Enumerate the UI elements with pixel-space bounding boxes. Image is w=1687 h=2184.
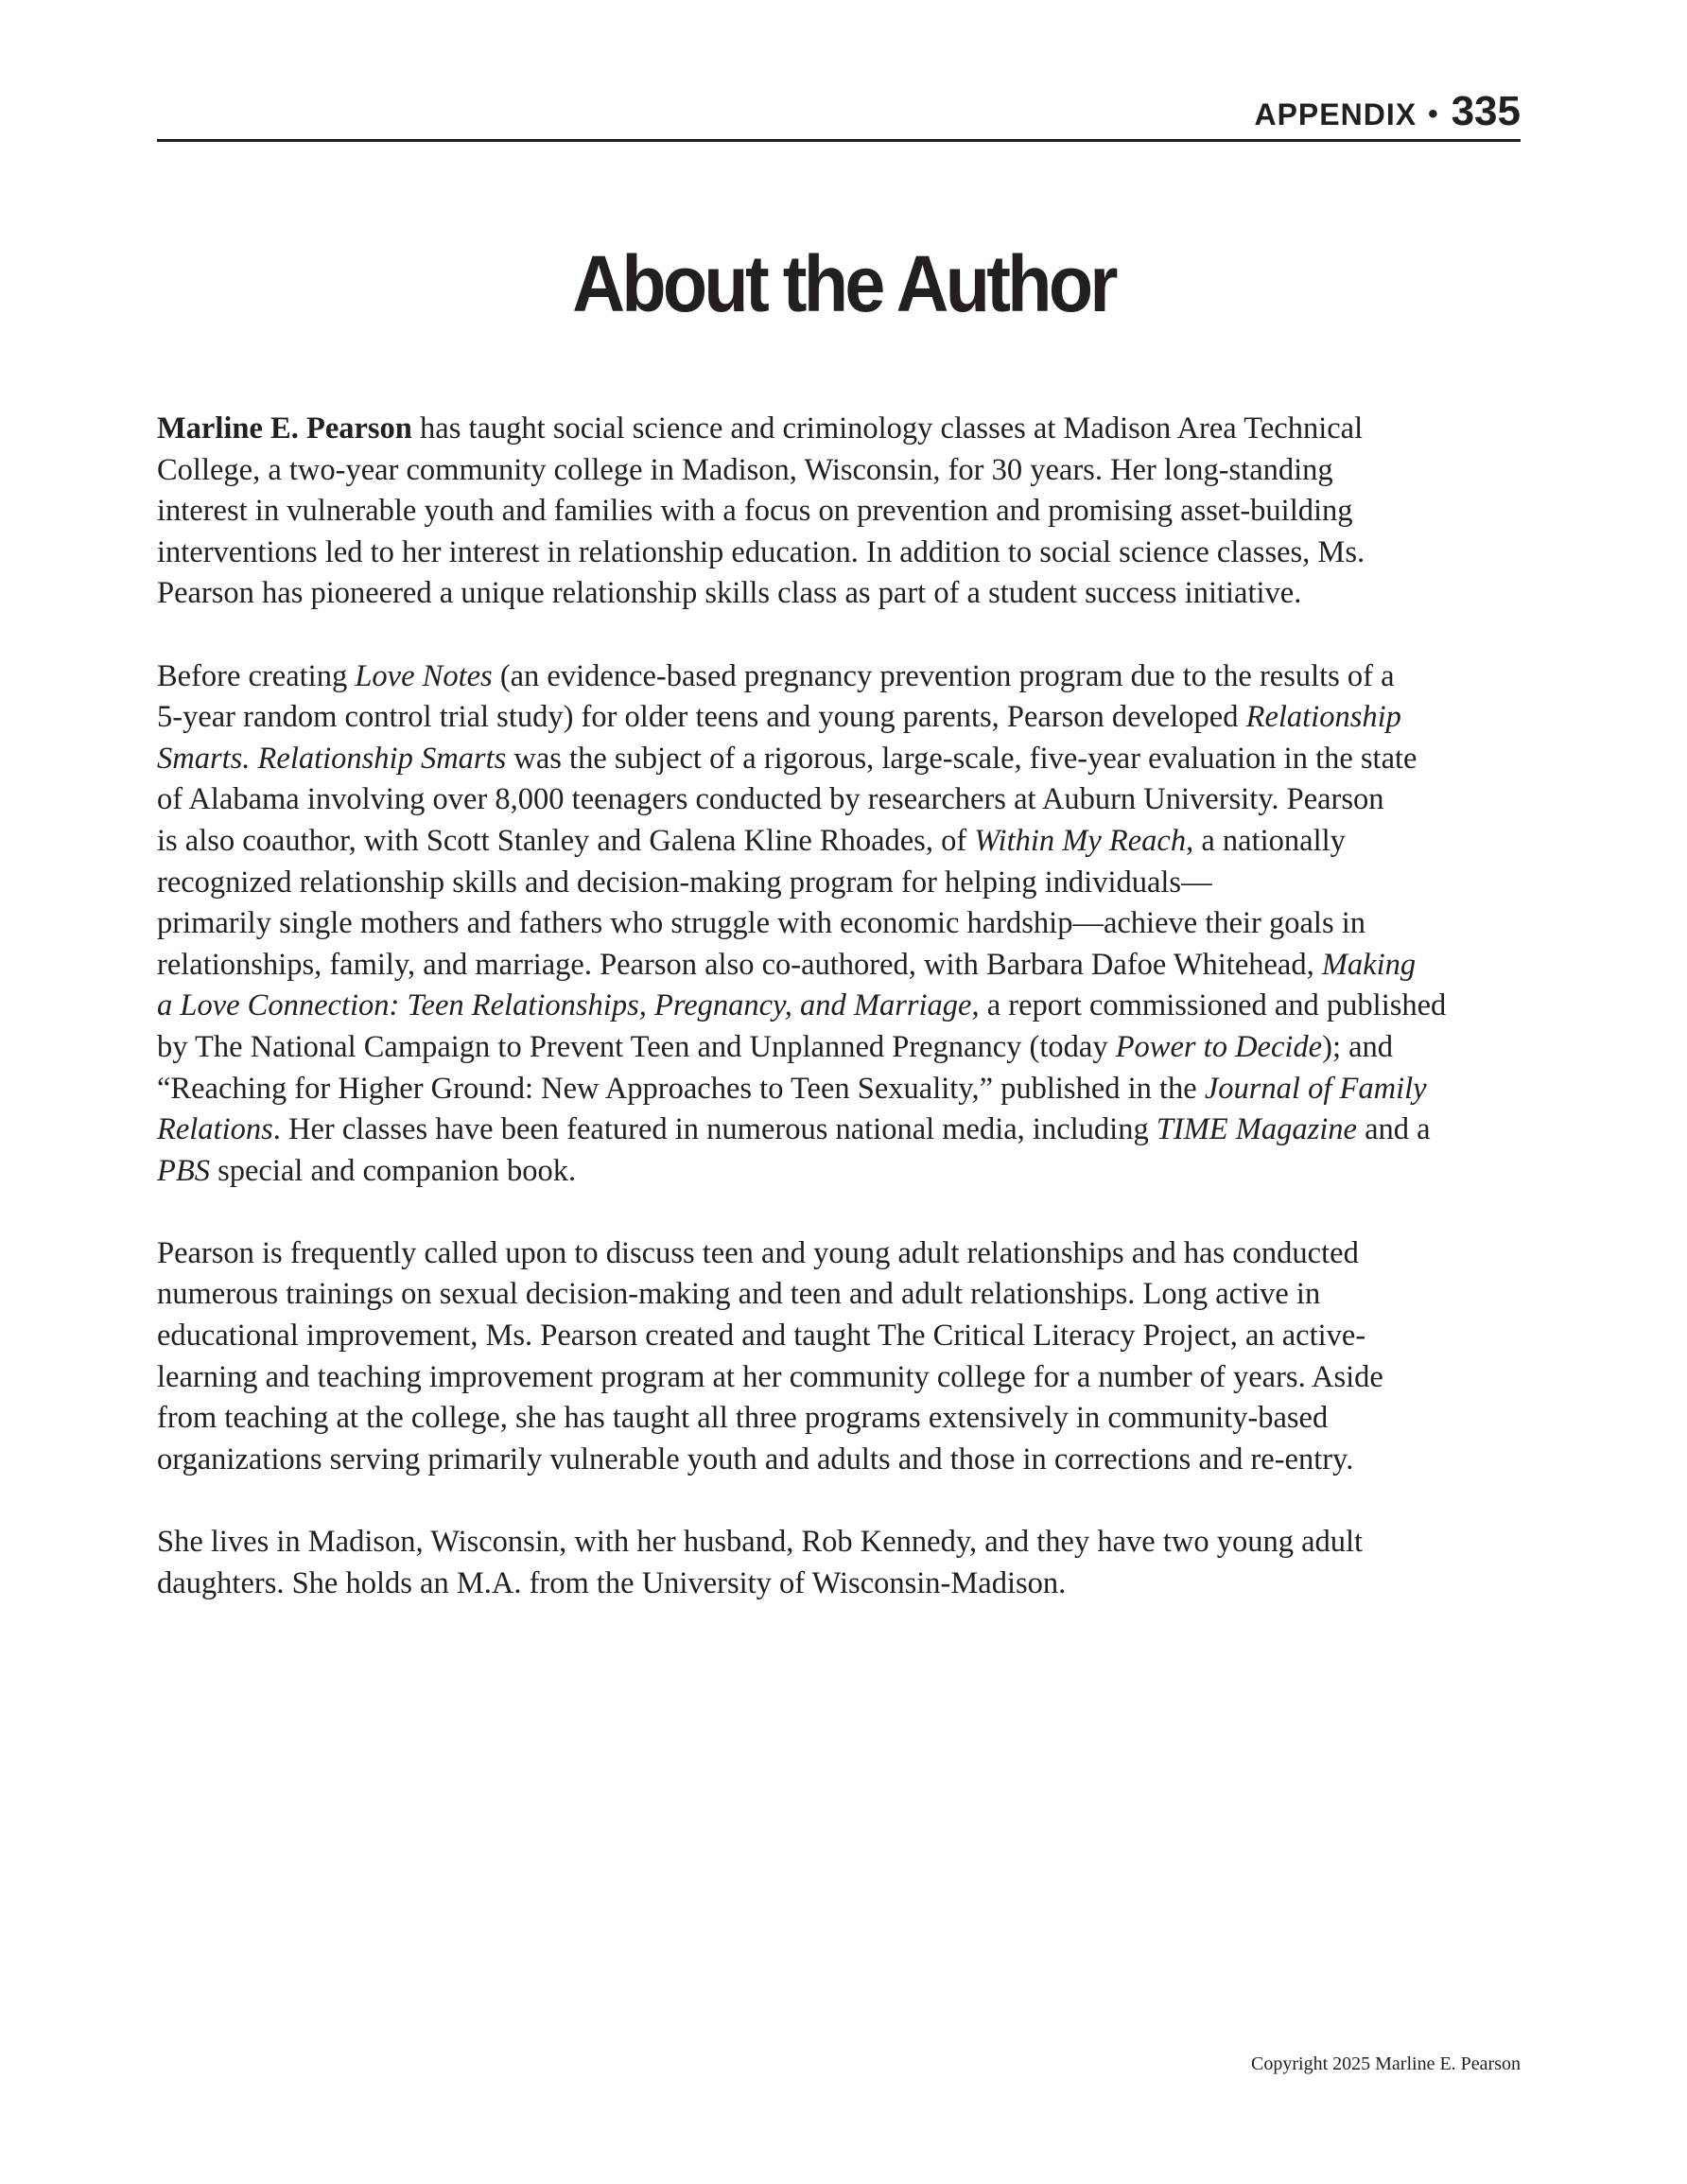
text-run: numerous trainings on sexual decision-making and teen and adult relationships. Long active in <box>157 1277 1321 1312</box>
text-line <box>157 1440 1526 1481</box>
text-line <box>157 863 1526 904</box>
text-run: 5-year random control trial study) for older teens and young parents, Pearson developed <box>157 700 1246 735</box>
text-run: “Reaching for Higher Ground: New Approaches to Teen Sexuality,” published in the <box>157 1071 1205 1106</box>
text-line <box>157 656 1526 698</box>
text-line <box>157 821 1526 863</box>
body-text <box>157 409 1526 1646</box>
page-title: About the Author <box>572 239 1115 328</box>
italic-title: TIME Magazine <box>1156 1112 1357 1147</box>
text-run: daughters. She holds an M.A. from the University of Wisconsin-Madison. <box>157 1565 1067 1600</box>
text-run: learning and teaching improvement program at her community college for a number of years. Aside <box>157 1359 1383 1394</box>
text-line <box>157 1069 1526 1110</box>
text-run: special and companion book. <box>209 1153 577 1188</box>
text-run: from teaching at the college, she has taught all three programs extensively in community-based <box>157 1401 1329 1436</box>
italic-title: Love Notes <box>355 658 493 693</box>
text-run: Pearson is frequently called upon to discuss teen and young adult relationships and has conducted <box>157 1235 1359 1270</box>
text-run: . Her classes have been featured in numerous national media, including <box>272 1112 1157 1147</box>
text-run: Pearson has pioneered a unique relationship skills class as part of a student success initiative. <box>157 576 1302 611</box>
text-line <box>157 1151 1526 1193</box>
text-line <box>157 1233 1526 1275</box>
text-line <box>157 533 1526 574</box>
text-line <box>157 1357 1526 1399</box>
text-line <box>157 573 1526 615</box>
running-header <box>157 88 1521 134</box>
text-run: of Alabama involving over 8,000 teenagers conducted by researchers at Auburn University. Pearson <box>157 782 1384 817</box>
text-run: educational improvement, Ms. Pearson created and taught The Critical Literacy Project, an active- <box>157 1319 1366 1354</box>
italic-title: Journal of Family <box>1204 1071 1427 1106</box>
bullet-separator: • <box>1428 98 1438 130</box>
copyright-footer: Copyright 2025 Marline E. Pearson <box>1251 2053 1521 2074</box>
text-line <box>157 739 1526 780</box>
text-run: was the subject of a rigorous, large-scale, five-year evaluation in the state <box>506 741 1417 776</box>
page-number: 335 <box>1451 88 1521 134</box>
header-rule <box>157 139 1521 142</box>
text-line <box>157 409 1526 450</box>
text-line <box>157 1109 1526 1151</box>
paragraph <box>157 656 1526 1193</box>
paragraph <box>157 409 1526 615</box>
text-line <box>157 945 1526 987</box>
text-line <box>157 1522 1526 1564</box>
text-run: interventions led to her interest in relationship education. In addition to social science classes, Ms. <box>157 534 1365 569</box>
text-line <box>157 450 1526 492</box>
section-label: APPENDIX <box>1254 97 1417 131</box>
text-line <box>157 1564 1526 1605</box>
text-run: by The National Campaign to Prevent Teen and Unplanned Pregnancy (today <box>157 1029 1116 1064</box>
italic-title: Within My Reach <box>974 823 1187 858</box>
text-run: ); and <box>1322 1029 1394 1064</box>
text-line <box>157 697 1526 739</box>
author-name: Marline E. Pearson <box>157 411 412 446</box>
text-run: , a report commissioned and published <box>971 988 1447 1023</box>
text-run: has taught social science and criminology classes at Madison Area Technical <box>411 411 1364 446</box>
text-run: She lives in Madison, Wisconsin, with her husband, Rob Kennedy, and they have two young adult <box>157 1525 1364 1560</box>
text-run: and a <box>1356 1112 1431 1147</box>
text-line <box>157 1316 1526 1357</box>
text-run: , a nationally <box>1186 823 1346 858</box>
italic-title: Power to Decide <box>1115 1029 1323 1064</box>
text-run: Before creating <box>157 658 356 693</box>
text-line <box>157 1274 1526 1316</box>
italic-title: Smarts. Relationship Smarts <box>157 741 507 776</box>
italic-title: Relationship <box>1245 700 1401 735</box>
text-line <box>157 779 1526 821</box>
text-run: interest in vulnerable youth and families with a focus on prevention and promising asset-building <box>157 494 1353 529</box>
text-run: recognized relationship skills and decision-making program for helping individuals— <box>157 865 1212 900</box>
text-line <box>157 903 1526 945</box>
text-line <box>157 491 1526 533</box>
italic-title: Relations <box>157 1112 273 1147</box>
text-run: (an evidence-based pregnancy prevention program due to the results of a <box>492 658 1395 693</box>
text-run: organizations serving primarily vulnerable youth and adults and those in corrections and re-entry. <box>157 1441 1354 1476</box>
italic-title: PBS <box>157 1153 210 1188</box>
text-run: relationships, family, and marriage. Pearson also co-authored, with Barbara Dafoe Whitehead, <box>157 947 1322 982</box>
text-run: primarily single mothers and fathers who struggle with economic hardship—achieve their goals in <box>157 906 1366 941</box>
text-run: College, a two-year community college in Madison, Wisconsin, for 30 years. Her long-standing <box>157 452 1333 487</box>
text-line <box>157 1398 1526 1440</box>
paragraph <box>157 1233 1526 1481</box>
italic-title: Making <box>1321 947 1417 982</box>
text-line <box>157 1027 1526 1069</box>
paragraph <box>157 1522 1526 1604</box>
text-line <box>157 986 1526 1027</box>
italic-title: a Love Connection: Teen Relationships, Pregnancy, and Marriage <box>157 988 972 1023</box>
text-run: is also coauthor, with Scott Stanley and Galena Kline Rhoades, of <box>157 823 975 858</box>
